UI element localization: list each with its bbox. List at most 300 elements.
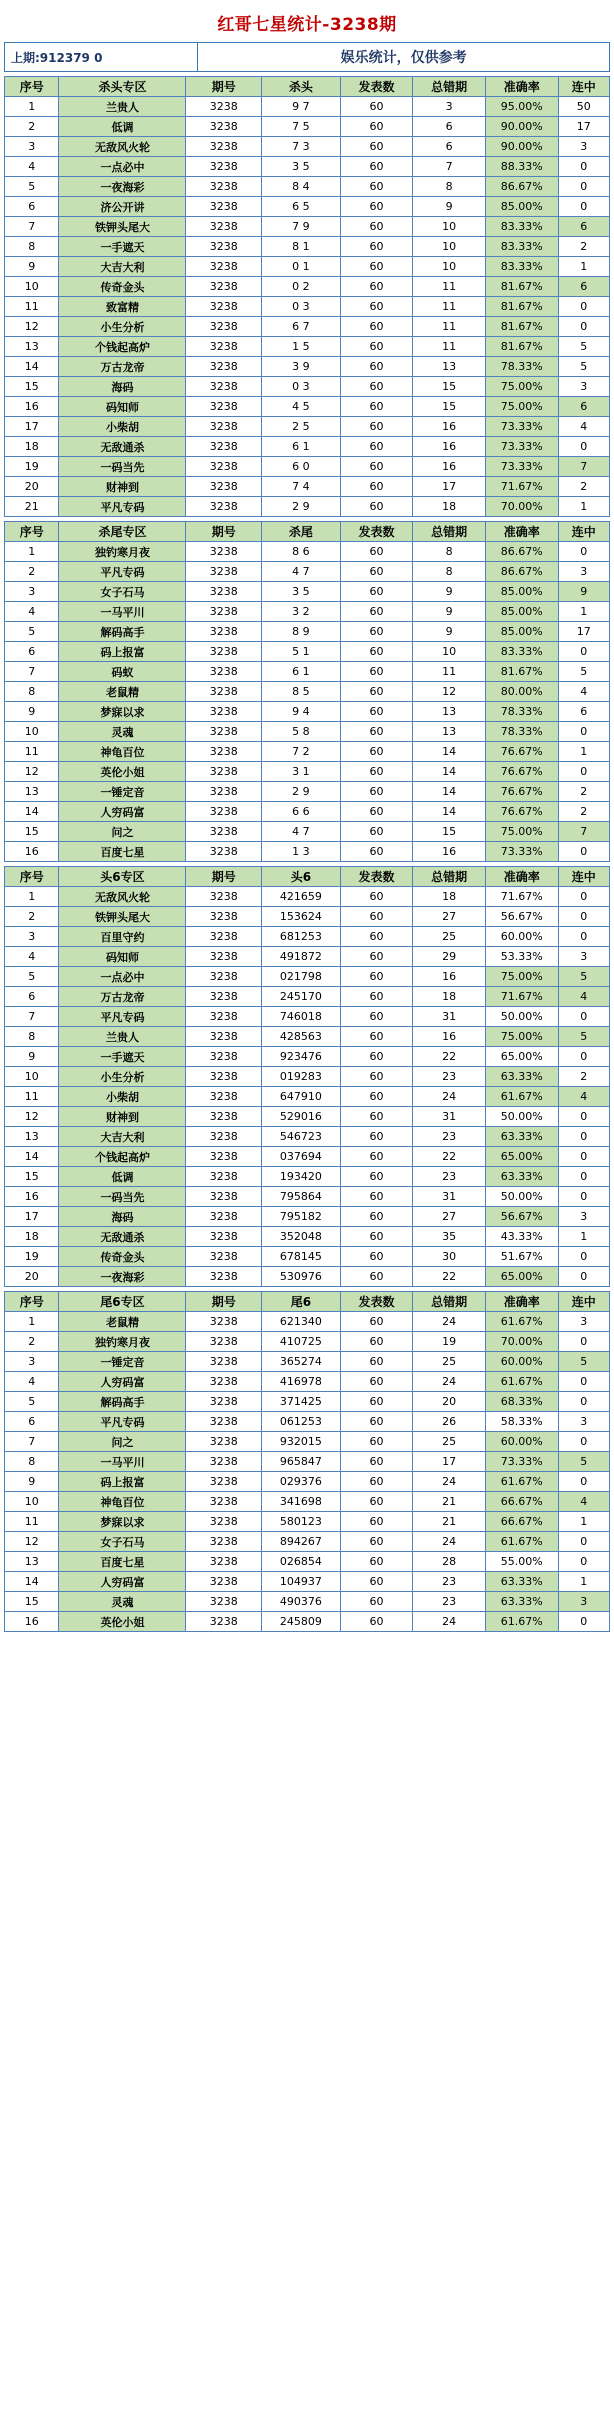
expert-name-cell: 灵魂 [59, 722, 186, 742]
expert-name-cell: 铁钾头尾大 [59, 217, 186, 237]
table-row[interactable] [5, 842, 610, 862]
table-row[interactable] [5, 1392, 610, 1412]
streak-cell: 2 [558, 1067, 609, 1087]
sub-header-bar [4, 42, 610, 72]
prediction-cell: 1 5 [262, 337, 341, 357]
published-count-cell: 60 [340, 1267, 413, 1287]
index-cell: 16 [5, 842, 59, 862]
error-count-cell: 24 [413, 1532, 486, 1552]
streak-cell: 6 [558, 277, 609, 297]
column-header: 发表数 [340, 867, 413, 887]
index-cell: 10 [5, 1067, 59, 1087]
error-count-cell: 25 [413, 1432, 486, 1452]
prediction-cell: 153624 [262, 907, 341, 927]
published-count-cell: 60 [340, 1412, 413, 1432]
streak-cell: 3 [558, 377, 609, 397]
column-header: 连中 [558, 77, 609, 97]
table-row[interactable] [5, 1432, 610, 1452]
expert-name-cell: 海码 [59, 1207, 186, 1227]
error-count-cell: 24 [413, 1612, 486, 1632]
index-cell: 11 [5, 1512, 59, 1532]
expert-name-cell: 平凡专码 [59, 497, 186, 517]
index-cell: 14 [5, 1147, 59, 1167]
table-row[interactable] [5, 377, 610, 397]
stats-table [4, 1291, 610, 1632]
draw-number-cell: 3238 [186, 337, 262, 357]
error-count-cell: 31 [413, 1007, 486, 1027]
streak-cell: 0 [558, 842, 609, 862]
prediction-cell: 8 6 [262, 542, 341, 562]
index-cell: 14 [5, 357, 59, 377]
streak-cell: 17 [558, 117, 609, 137]
draw-number-cell: 3238 [186, 662, 262, 682]
column-header: 杀尾 [262, 522, 341, 542]
accuracy-cell: 73.33% [485, 437, 558, 457]
index-cell: 10 [5, 1492, 59, 1512]
index-cell: 13 [5, 337, 59, 357]
streak-cell: 9 [558, 582, 609, 602]
expert-name-cell: 问之 [59, 822, 186, 842]
index-cell: 13 [5, 1552, 59, 1572]
prediction-cell: 1 3 [262, 842, 341, 862]
accuracy-cell: 75.00% [485, 967, 558, 987]
streak-cell: 0 [558, 887, 609, 907]
index-cell: 19 [5, 1247, 59, 1267]
index-cell: 19 [5, 457, 59, 477]
index-cell: 12 [5, 1107, 59, 1127]
streak-cell: 0 [558, 1332, 609, 1352]
draw-number-cell: 3238 [186, 197, 262, 217]
table-row[interactable] [5, 1452, 610, 1472]
prediction-cell: 7 2 [262, 742, 341, 762]
draw-number-cell: 3238 [186, 477, 262, 497]
table-row[interactable] [5, 457, 610, 477]
table-row[interactable] [5, 622, 610, 642]
prediction-cell: 0 3 [262, 377, 341, 397]
index-cell: 1 [5, 542, 59, 562]
table-row[interactable] [5, 662, 610, 682]
table-row[interactable] [5, 947, 610, 967]
table-row[interactable] [5, 257, 610, 277]
expert-name-cell: 独钓寒月夜 [59, 542, 186, 562]
error-count-cell: 9 [413, 602, 486, 622]
published-count-cell: 60 [340, 762, 413, 782]
draw-number-cell: 3238 [186, 1452, 262, 1472]
accuracy-cell: 71.67% [485, 887, 558, 907]
prediction-cell: 5 8 [262, 722, 341, 742]
table-row[interactable] [5, 437, 610, 457]
draw-number-cell: 3238 [186, 1047, 262, 1067]
index-cell: 6 [5, 987, 59, 1007]
table-row[interactable] [5, 762, 610, 782]
table-row[interactable] [5, 97, 610, 117]
table-row[interactable] [5, 1227, 610, 1247]
accuracy-cell: 83.33% [485, 257, 558, 277]
draw-number-cell: 3238 [186, 802, 262, 822]
table-row[interactable] [5, 1247, 610, 1267]
published-count-cell: 60 [340, 1227, 413, 1247]
published-count-cell: 60 [340, 1612, 413, 1632]
table-row[interactable] [5, 1167, 610, 1187]
table-row[interactable] [5, 137, 610, 157]
table-row[interactable] [5, 987, 610, 1007]
table-row[interactable] [5, 1552, 610, 1572]
draw-number-cell: 3238 [186, 1372, 262, 1392]
prediction-cell: 026854 [262, 1552, 341, 1572]
table-row[interactable] [5, 907, 610, 927]
column-header: 序号 [5, 867, 59, 887]
error-count-cell: 8 [413, 542, 486, 562]
published-count-cell: 60 [340, 417, 413, 437]
error-count-cell: 14 [413, 742, 486, 762]
expert-name-cell: 码知师 [59, 397, 186, 417]
table-row[interactable] [5, 297, 610, 317]
expert-name-cell: 女子石马 [59, 582, 186, 602]
column-header: 连中 [558, 1292, 609, 1312]
table-row[interactable] [5, 782, 610, 802]
table-row[interactable] [5, 1372, 610, 1392]
draw-number-cell: 3238 [186, 237, 262, 257]
index-cell: 12 [5, 762, 59, 782]
draw-number-cell: 3238 [186, 1392, 262, 1412]
accuracy-cell: 71.67% [485, 477, 558, 497]
prediction-cell: 4 7 [262, 822, 341, 842]
streak-cell: 1 [558, 1227, 609, 1247]
index-cell: 9 [5, 257, 59, 277]
expert-name-cell: 神龟百位 [59, 742, 186, 762]
streak-cell: 50 [558, 97, 609, 117]
streak-cell: 0 [558, 157, 609, 177]
table-row[interactable] [5, 337, 610, 357]
prediction-cell: 104937 [262, 1572, 341, 1592]
index-cell: 12 [5, 1532, 59, 1552]
streak-cell: 1 [558, 742, 609, 762]
accuracy-cell: 81.67% [485, 337, 558, 357]
table-row[interactable] [5, 682, 610, 702]
index-cell: 8 [5, 1452, 59, 1472]
prediction-cell: 546723 [262, 1127, 341, 1147]
published-count-cell: 60 [340, 1047, 413, 1067]
prediction-cell: 2 9 [262, 782, 341, 802]
expert-name-cell: 无敌通杀 [59, 437, 186, 457]
table-row[interactable] [5, 967, 610, 987]
index-cell: 2 [5, 562, 59, 582]
error-count-cell: 28 [413, 1552, 486, 1572]
prediction-cell: 5 1 [262, 642, 341, 662]
published-count-cell: 60 [340, 97, 413, 117]
table-row[interactable] [5, 1187, 610, 1207]
table-row[interactable] [5, 1267, 610, 1287]
table-row[interactable] [5, 722, 610, 742]
draw-number-cell: 3238 [186, 887, 262, 907]
table-header-row [5, 77, 610, 97]
published-count-cell: 60 [340, 1372, 413, 1392]
accuracy-cell: 43.33% [485, 1227, 558, 1247]
table-row[interactable] [5, 582, 610, 602]
published-count-cell: 60 [340, 297, 413, 317]
draw-number-cell: 3238 [186, 1592, 262, 1612]
prediction-cell: 410725 [262, 1332, 341, 1352]
table-row[interactable] [5, 1087, 610, 1107]
error-count-cell: 30 [413, 1247, 486, 1267]
table-row[interactable] [5, 1067, 610, 1087]
table-row[interactable] [5, 1492, 610, 1512]
published-count-cell: 60 [340, 137, 413, 157]
published-count-cell: 60 [340, 197, 413, 217]
published-count-cell: 60 [340, 562, 413, 582]
table-row[interactable] [5, 1512, 610, 1532]
published-count-cell: 60 [340, 642, 413, 662]
published-count-cell: 60 [340, 947, 413, 967]
index-cell: 1 [5, 1312, 59, 1332]
table-row[interactable] [5, 602, 610, 622]
table-row[interactable] [5, 927, 610, 947]
table-row[interactable] [5, 497, 610, 517]
error-count-cell: 9 [413, 197, 486, 217]
published-count-cell: 60 [340, 1067, 413, 1087]
table-row[interactable] [5, 277, 610, 297]
table-row[interactable] [5, 702, 610, 722]
accuracy-cell: 68.33% [485, 1392, 558, 1412]
index-cell: 9 [5, 1472, 59, 1492]
error-count-cell: 19 [413, 1332, 486, 1352]
prediction-cell: 621340 [262, 1312, 341, 1332]
table-row[interactable] [5, 157, 610, 177]
prediction-cell: 932015 [262, 1432, 341, 1452]
published-count-cell: 60 [340, 702, 413, 722]
expert-name-cell: 平凡专码 [59, 1007, 186, 1027]
index-cell: 5 [5, 967, 59, 987]
published-count-cell: 60 [340, 1087, 413, 1107]
error-count-cell: 29 [413, 947, 486, 967]
accuracy-cell: 90.00% [485, 137, 558, 157]
prediction-cell: 3 5 [262, 157, 341, 177]
table-row[interactable] [5, 642, 610, 662]
expert-name-cell: 人穷码富 [59, 802, 186, 822]
draw-number-cell: 3238 [186, 257, 262, 277]
published-count-cell: 60 [340, 1332, 413, 1352]
draw-number-cell: 3238 [186, 497, 262, 517]
expert-name-cell: 万古龙帝 [59, 357, 186, 377]
table-row[interactable] [5, 217, 610, 237]
table-row[interactable] [5, 1412, 610, 1432]
prediction-cell: 0 3 [262, 297, 341, 317]
index-cell: 3 [5, 137, 59, 157]
draw-number-cell: 3238 [186, 602, 262, 622]
table-row[interactable] [5, 1332, 610, 1352]
streak-cell: 0 [558, 1247, 609, 1267]
error-count-cell: 6 [413, 117, 486, 137]
published-count-cell: 60 [340, 117, 413, 137]
accuracy-cell: 83.33% [485, 217, 558, 237]
published-count-cell: 60 [340, 602, 413, 622]
table-row[interactable] [5, 1352, 610, 1372]
error-count-cell: 7 [413, 157, 486, 177]
accuracy-cell: 65.00% [485, 1267, 558, 1287]
table-row[interactable] [5, 1312, 610, 1332]
streak-cell: 6 [558, 397, 609, 417]
prediction-cell: 647910 [262, 1087, 341, 1107]
streak-cell: 3 [558, 1207, 609, 1227]
streak-cell: 3 [558, 562, 609, 582]
accuracy-cell: 51.67% [485, 1247, 558, 1267]
expert-name-cell: 平凡专码 [59, 562, 186, 582]
streak-cell: 4 [558, 1492, 609, 1512]
table-row[interactable] [5, 542, 610, 562]
streak-cell: 5 [558, 357, 609, 377]
table-row[interactable] [5, 477, 610, 497]
prediction-cell: 365274 [262, 1352, 341, 1372]
streak-cell: 4 [558, 1087, 609, 1107]
error-count-cell: 9 [413, 622, 486, 642]
column-header: 连中 [558, 522, 609, 542]
prediction-cell: 795182 [262, 1207, 341, 1227]
table-row[interactable] [5, 117, 610, 137]
table-row[interactable] [5, 237, 610, 257]
prediction-cell: 3 5 [262, 582, 341, 602]
error-count-cell: 20 [413, 1392, 486, 1412]
accuracy-cell: 81.67% [485, 277, 558, 297]
prediction-cell: 491872 [262, 947, 341, 967]
column-header: 头6 [262, 867, 341, 887]
draw-number-cell: 3238 [186, 907, 262, 927]
table-row[interactable] [5, 1592, 610, 1612]
error-count-cell: 9 [413, 582, 486, 602]
error-count-cell: 24 [413, 1472, 486, 1492]
table-row[interactable] [5, 1127, 610, 1147]
error-count-cell: 22 [413, 1267, 486, 1287]
error-count-cell: 3 [413, 97, 486, 117]
index-cell: 18 [5, 1227, 59, 1247]
index-cell: 12 [5, 317, 59, 337]
accuracy-cell: 61.67% [485, 1087, 558, 1107]
column-header: 总错期 [413, 1292, 486, 1312]
table-row[interactable] [5, 822, 610, 842]
prediction-cell: 681253 [262, 927, 341, 947]
draw-number-cell: 3238 [186, 702, 262, 722]
draw-number-cell: 3238 [186, 1207, 262, 1227]
index-cell: 6 [5, 197, 59, 217]
table-row[interactable] [5, 417, 610, 437]
prediction-cell: 341698 [262, 1492, 341, 1512]
expert-name-cell: 英伦小姐 [59, 1612, 186, 1632]
streak-cell: 6 [558, 702, 609, 722]
table-row[interactable] [5, 1107, 610, 1127]
table-row[interactable] [5, 1027, 610, 1047]
index-cell: 6 [5, 1412, 59, 1432]
streak-cell: 4 [558, 417, 609, 437]
table-row[interactable] [5, 357, 610, 377]
table-row[interactable] [5, 1147, 610, 1167]
table-row[interactable] [5, 1207, 610, 1227]
published-count-cell: 60 [340, 1027, 413, 1047]
accuracy-cell: 60.00% [485, 1432, 558, 1452]
expert-name-cell: 一马平川 [59, 602, 186, 622]
column-header: 发表数 [340, 1292, 413, 1312]
table-row[interactable] [5, 1572, 610, 1592]
published-count-cell: 60 [340, 1452, 413, 1472]
table-row[interactable] [5, 397, 610, 417]
previous-draw-label: 上期:912379 0 [5, 43, 198, 71]
table-row[interactable] [5, 1472, 610, 1492]
published-count-cell: 60 [340, 277, 413, 297]
table-row[interactable] [5, 1007, 610, 1027]
table-header-row [5, 867, 610, 887]
table-header-row [5, 522, 610, 542]
published-count-cell: 60 [340, 662, 413, 682]
streak-cell: 3 [558, 137, 609, 157]
index-cell: 11 [5, 297, 59, 317]
error-count-cell: 10 [413, 257, 486, 277]
table-row[interactable] [5, 1612, 610, 1632]
expert-name-cell: 女子石马 [59, 1532, 186, 1552]
table-row[interactable] [5, 742, 610, 762]
table-row[interactable] [5, 887, 610, 907]
table-row[interactable] [5, 1532, 610, 1552]
draw-number-cell: 3238 [186, 277, 262, 297]
accuracy-cell: 70.00% [485, 497, 558, 517]
expert-name-cell: 英伦小姐 [59, 762, 186, 782]
prediction-cell: 019283 [262, 1067, 341, 1087]
error-count-cell: 24 [413, 1372, 486, 1392]
table-row[interactable] [5, 1047, 610, 1067]
disclaimer-label: 娱乐统计，仅供参考 [340, 50, 467, 66]
draw-number-cell: 3238 [186, 457, 262, 477]
index-cell: 13 [5, 782, 59, 802]
table-row[interactable] [5, 177, 610, 197]
table-row[interactable] [5, 197, 610, 217]
error-count-cell: 13 [413, 357, 486, 377]
draw-number-cell: 3238 [186, 782, 262, 802]
expert-name-cell: 人穷码富 [59, 1572, 186, 1592]
draw-number-cell: 3238 [186, 1532, 262, 1552]
expert-name-cell: 神龟百位 [59, 1492, 186, 1512]
index-cell: 16 [5, 1612, 59, 1632]
error-count-cell: 15 [413, 377, 486, 397]
streak-cell: 1 [558, 497, 609, 517]
index-cell: 16 [5, 1187, 59, 1207]
prediction-cell: 3 2 [262, 602, 341, 622]
error-count-cell: 25 [413, 927, 486, 947]
prediction-cell: 7 9 [262, 217, 341, 237]
page-title: 红哥七星统计-3238期 [217, 15, 397, 35]
index-cell: 5 [5, 177, 59, 197]
index-cell: 17 [5, 1207, 59, 1227]
accuracy-cell: 71.67% [485, 987, 558, 1007]
error-count-cell: 15 [413, 397, 486, 417]
draw-number-cell: 3238 [186, 1247, 262, 1267]
column-header: 头6专区 [59, 867, 186, 887]
expert-name-cell: 一码当先 [59, 1187, 186, 1207]
section-spacer [4, 1632, 610, 1636]
streak-cell: 0 [558, 1107, 609, 1127]
index-cell: 11 [5, 1087, 59, 1107]
table-row[interactable] [5, 562, 610, 582]
accuracy-cell: 63.33% [485, 1127, 558, 1147]
error-count-cell: 25 [413, 1352, 486, 1372]
table-row[interactable] [5, 802, 610, 822]
stats-table [4, 76, 610, 517]
table-row[interactable] [5, 317, 610, 337]
streak-cell: 0 [558, 1612, 609, 1632]
draw-number-cell: 3238 [186, 1227, 262, 1247]
accuracy-cell: 85.00% [485, 602, 558, 622]
accuracy-cell: 76.67% [485, 802, 558, 822]
draw-number-cell: 3238 [186, 822, 262, 842]
expert-name-cell: 独钓寒月夜 [59, 1332, 186, 1352]
prediction-cell: 894267 [262, 1532, 341, 1552]
accuracy-cell: 63.33% [485, 1592, 558, 1612]
